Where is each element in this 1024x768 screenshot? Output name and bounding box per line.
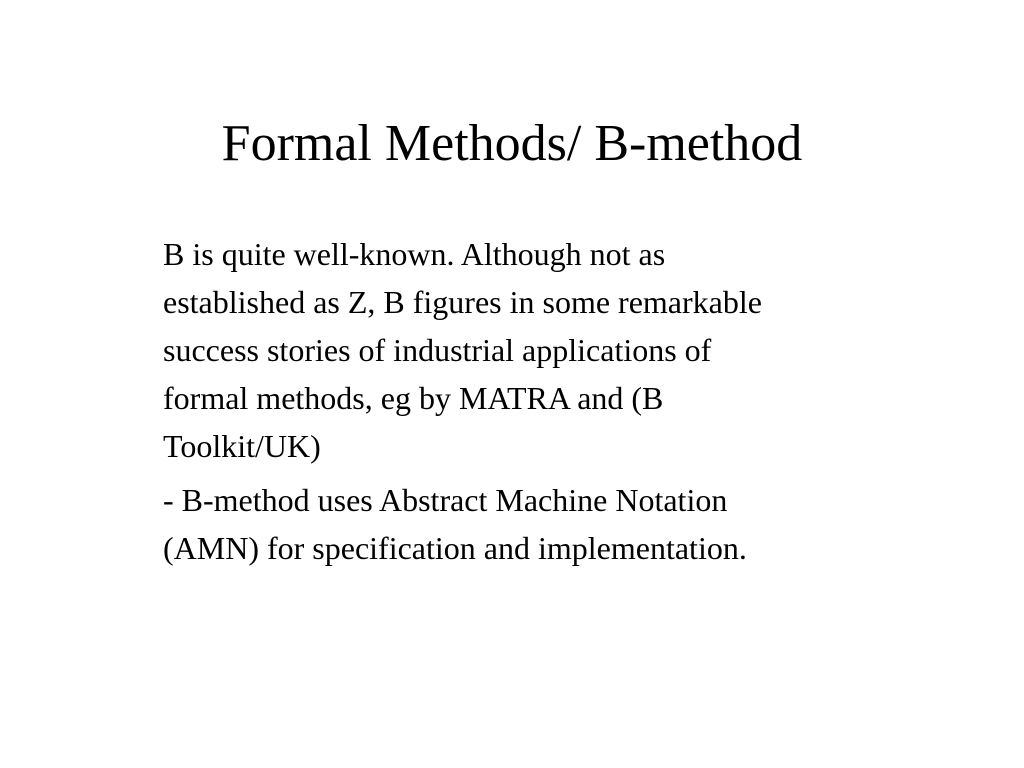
slide-title: Formal Methods/ B-method [221, 115, 803, 172]
body-paragraph-1 [163, 230, 923, 470]
text-line: - B-method uses Abstract Machine Notation [163, 482, 728, 518]
text-line: (AMN) for specification and implementation. [163, 530, 747, 566]
body-paragraph-2 [163, 476, 923, 572]
text-line: success stories of industrial applications of [163, 332, 712, 368]
text-line: Toolkit/UK) [163, 428, 321, 464]
text-line: established as Z, B figures in some remarkable [163, 284, 762, 320]
text-line: B is quite well-known. Although not as [163, 236, 666, 272]
slide-body [163, 230, 923, 578]
text-line: formal methods, eg by MATRA and (B [163, 380, 664, 416]
